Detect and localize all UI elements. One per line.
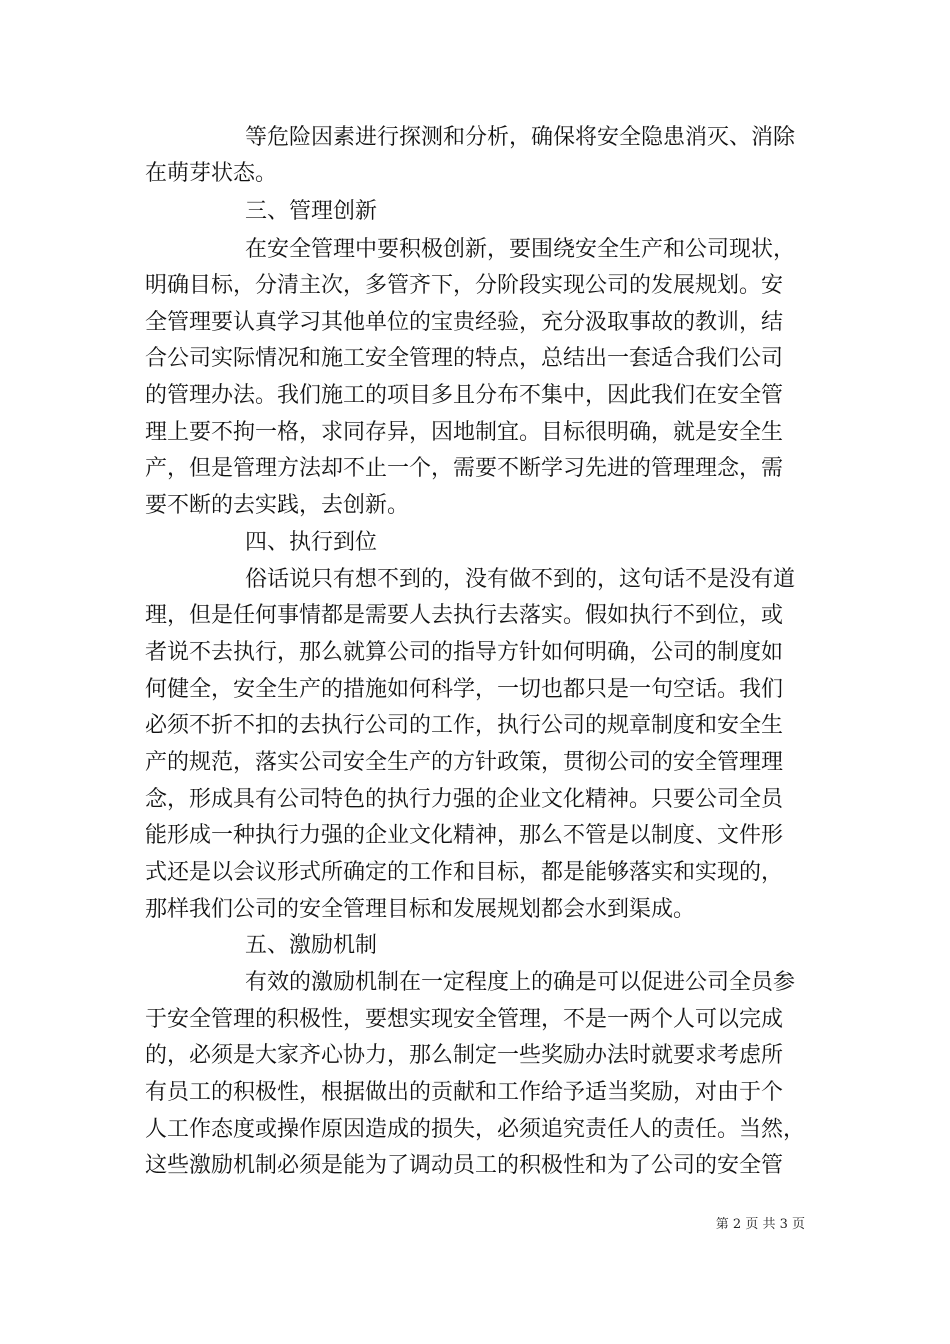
paragraph-line: 等危险因素进行探测和分析，确保将安全隐患消灭、消除 [245, 125, 796, 150]
paragraph-line: 全管理要认真学习其他单位的宝贵经验，充分汲取事故的教训，结 [145, 310, 784, 335]
paragraph-line: 产的规范，落实公司安全生产的方针政策，贯彻公司的安全管理理 [145, 750, 784, 775]
paragraph-line: 念，形成具有公司特色的执行力强的企业文化精神。只要公司全员 [145, 787, 784, 812]
paragraph-line: 明确目标，分清主次，多管齐下，分阶段实现公司的发展规划。安 [145, 273, 784, 298]
paragraph-line: 理上要不拘一格，求同存异，因地制宜。目标很明确，就是安全生 [145, 420, 784, 445]
paragraph-line: 的，必须是大家齐心协力，那么制定一些奖励办法时就要求考虑所 [145, 1043, 784, 1068]
paragraph-line: 式还是以会议形式所确定的工作和目标，都是能够落实和实现的， [145, 860, 784, 885]
paragraph-line: 有效的激励机制在一定程度上的确是可以促进公司全员参 [245, 970, 796, 995]
paragraph-line: 合公司实际情况和施工安全管理的特点，总结出一套适合我们公司 [145, 346, 784, 371]
paragraph-line: 的管理办法。我们施工的项目多且分布不集中，因此我们在安全管 [145, 383, 784, 408]
paragraph-line: 何健全，安全生产的措施如何科学，一切也都只是一句空话。我们 [145, 677, 784, 702]
paragraph-line: 有员工的积极性，根据做出的贡献和工作给予适当奖励，对由于个 [145, 1080, 784, 1105]
paragraph-line: 能形成一种执行力强的企业文化精神，那么不管是以制度、文件形 [145, 823, 784, 848]
paragraph-line: 在安全管理中要积极创新，要围绕安全生产和公司现状， [245, 237, 796, 262]
paragraph-line: 这些激励机制必须是能为了调动员工的积极性和为了公司的安全管 [145, 1153, 784, 1178]
paragraph-line: 人工作态度或操作原因造成的损失，必须追究责任人的责任。当然， [145, 1117, 806, 1142]
paragraph-line: 者说不去执行，那么就算公司的指导方针如何明确，公司的制度如 [145, 640, 784, 665]
paragraph-line: 必须不折不扣的去执行公司的工作，执行公司的规章制度和安全生 [145, 713, 784, 738]
paragraph-line: 于安全管理的积极性，要想实现安全管理，不是一两个人可以完成 [145, 1007, 784, 1032]
paragraph-line: 产，但是管理方法却不止一个，需要不断学习先进的管理理念，需 [145, 456, 784, 481]
section-heading-incentive-mechanism: 五、激励机制 [245, 933, 378, 958]
paragraph-line: 那样我们公司的安全管理目标和发展规划都会水到渠成。 [145, 897, 696, 922]
page-number-footer: 第 2 页 共 3 页 [715, 1217, 805, 1232]
paragraph-line: 俗话说只有想不到的，没有做不到的，这句话不是没有道 [245, 567, 796, 592]
paragraph-line: 理，但是任何事情都是需要人去执行去落实。假如执行不到位，或 [145, 603, 784, 628]
paragraph-line: 在萌芽状态。 [145, 161, 278, 186]
section-heading-execution: 四、执行到位 [245, 530, 378, 555]
section-heading-management-innovation: 三、管理创新 [245, 199, 378, 224]
paragraph-line: 要不断的去实践，去创新。 [145, 493, 410, 518]
